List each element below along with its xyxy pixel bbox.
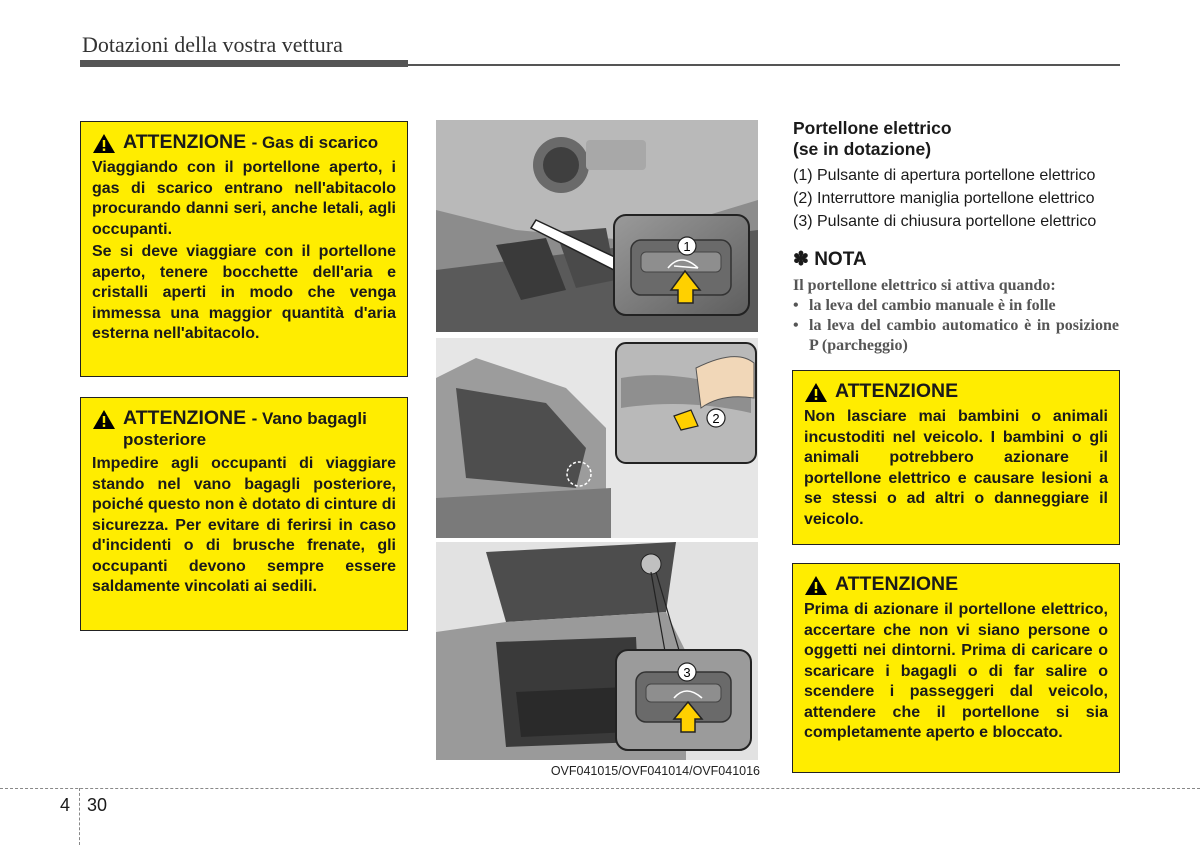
header-rule-thick [80,60,408,67]
warning-title-sub: - Vano bagagli posteriore [123,409,367,449]
warning-title [804,381,1108,403]
list-item: • la leva del cambio automatico è in posizione P (parcheggio) [793,316,1119,356]
warning-title [92,408,396,450]
warning-title-main: ATTENZIONE [835,380,959,402]
nota-heading [793,248,867,271]
warning-body [92,454,396,598]
warning-title-sub: - Gas di scarico [251,133,379,152]
warning-triangle-icon [92,133,116,154]
callout-number-1: 1 [683,239,691,254]
illustration-dashboard-button [436,120,758,332]
section-item-list [793,164,1096,233]
warning-body [92,158,396,345]
nota-title: NOTA [814,249,867,270]
warning-box-children [792,370,1120,545]
illustration-rear-handle [436,338,758,538]
rear-handle-illustration [436,338,758,538]
warning-triangle-icon [92,409,116,430]
footer-rule [0,788,1200,789]
list-item: (2) Interruttore maniglia portellone elettrico [793,190,1095,207]
footer-separator [79,788,80,845]
nota-bullet-list [793,296,1119,356]
header-rule-thin [408,64,1120,66]
illustration-caption: OVF041015/OVF041014/OVF041016 [550,764,760,778]
section-title [793,118,952,160]
page-number-value: 30 [87,795,108,815]
dashboard-illustration [436,120,758,332]
warning-box-operate [792,563,1120,773]
section-title-line2: (se in dotazione) [793,139,932,159]
open-tailgate-illustration [436,542,758,760]
list-item: • la leva del cambio manuale è in folle [793,296,1119,316]
list-item: (3) Pulsante di chiusura portellone elettrico [793,213,1097,230]
warning-paragraph: Impedire agli occupanti di viaggiare stando nel vano bagagli posteriore, poiché questo non è dotato di cinture di sicurezza. Per evitare di ferirsi in caso d'incidenti o di brusche frenate, gli occupanti devono sempre essere saldamente vincolati ai sedili. [92,455,396,595]
warning-paragraph: Non lasciare mai bambini o animali incustoditi nel veicolo. I bambini o gli animali potrebbero azionare il portellone elettrico e causare lesioni a se stessi o ad altri o danneggiare il veicolo. [804,408,1108,528]
warning-body [804,600,1108,744]
callout-number-3: 3 [683,665,691,680]
section-title-line1: Portellone elettrico [793,118,952,138]
warning-box-exhaust [80,121,408,377]
warning-paragraph: Viaggiando con il portellone aperto, i gas di scarico entrano nell'abitacolo procurando danni seri, anche letali, agli occupanti. [92,159,396,238]
warning-title-main: ATTENZIONE [835,573,959,595]
asterisk-icon: ✽ [793,249,809,270]
warning-title-main: ATTENZIONE [123,131,247,153]
warning-title-main: ATTENZIONE [123,407,247,429]
warning-body [804,407,1108,530]
warning-title [804,574,1108,596]
page-header-title: Dotazioni della vostra vettura [82,32,343,57]
callout-number-2: 2 [712,411,720,426]
warning-paragraph: Se si deve viaggiare con il portellone aperto, tenere bocchette dell'aria e cristalli aperti in modo che venga immessa una maggior quantità d'aria esterna nell'abitacolo. [92,243,396,342]
list-item: (1) Pulsante di apertura portellone elettrico [793,167,1096,184]
warning-box-cargo [80,397,408,631]
warning-title [92,132,396,154]
nota-body [793,276,1119,356]
warning-paragraph: Prima di azionare il portellone elettrico, accertare che non vi siano persone o oggetti nei dintorni. Prima di caricare o scaricare i bagagli o di far salire o scendere i passeggeri dal veicolo, attendere che il portellone si sia completamente aperto e bloccato. [804,601,1108,741]
warning-triangle-icon [804,575,828,596]
chapter-number: 4 [60,795,71,815]
illustration-open-tailgate [436,542,758,760]
warning-triangle-icon [804,382,828,403]
nota-intro: Il portellone elettrico si attiva quando: [793,277,1056,294]
